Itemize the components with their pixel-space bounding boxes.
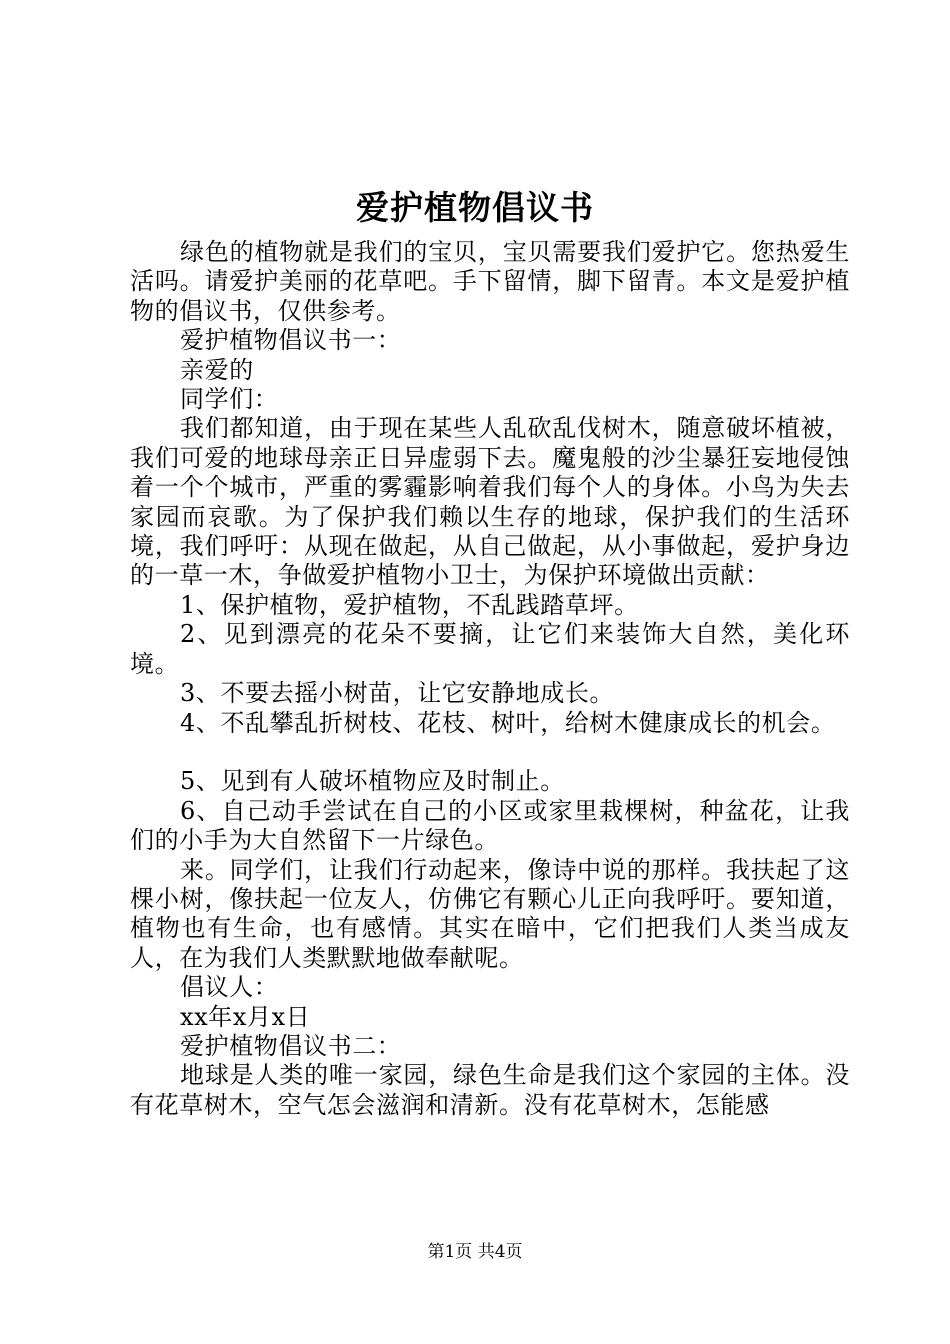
body-paragraph: 来。同学们，让我们行动起来，像诗中说的那样。我扶起了这棵小树，像扶起一位友人，仿佛它有颗心儿正向我呼吁。要知道，植物也有生命，也有感情。其实在暗中，它们把我们人类当成友人，在为我们人类默默地做奉献呢。: [130, 855, 850, 972]
page-number-footer: 第1页 共4页: [427, 1242, 523, 1262]
list-item: 6、自己动手尝试在自己的小区或家里栽棵树，种盆花，让我们的小手为大自然留下一片绿色。: [130, 796, 850, 855]
document-body: [130, 238, 850, 1120]
document-title: 爱护植物倡议书: [356, 188, 594, 227]
list-item: 1、保护植物，爱护植物，不乱践踏草坪。: [180, 590, 639, 619]
list-item: 2、见到漂亮的花朵不要摘，让它们来装饰大自然，美化环境。: [130, 620, 850, 678]
body-paragraph: 地球是人类的唯一家园，绿色生命是我们这个家园的主体。没有花草树木，空气怎会滋润和清新。没有花草树木，怎能感: [130, 1061, 850, 1119]
section-heading-one: 爱护植物倡议书一：: [180, 326, 402, 355]
list-item: 5、见到有人破坏植物应及时制止。: [180, 767, 565, 796]
section-heading-two: 爱护植物倡议书二：: [180, 1031, 402, 1060]
salutation-line: 亲爱的: [180, 355, 254, 384]
list-item: 4、不乱攀乱折树枝、花枝、树叶，给树木健康成长的机会。: [180, 708, 836, 737]
body-paragraph: 我们都知道，由于现在某些人乱砍乱伐树木，随意破坏植被，我们可爱的地球母亲正日异虚弱下去。魔鬼般的沙尘暴狂妄地侵蚀着一个个城市，严重的雾霾影响着我们每个人的身体。小鸟为失去家园而哀歌。为了保护我们赖以生存的地球，保护我们的生活环境，我们呼吁：从现在做起，从自己做起，从小事做起，爱护身边的一草一木，争做爱护植物小卫士，为保护环境做出贡献：: [130, 414, 850, 590]
date-line: xx年x月x日: [180, 1002, 311, 1031]
list-item: 3、不要去摇小树苗，让它安静地成长。: [180, 679, 615, 708]
intro-paragraph: 绿色的植物就是我们的宝贝，宝贝需要我们爱护它。您热爱生活吗。请爱护美丽的花草吧。手下留情，脚下留青。本文是爱护植物的倡议书，仅供参考。: [130, 238, 850, 325]
signature-label: 倡议人：: [180, 973, 279, 1002]
salutation-recipient: 同学们：: [180, 385, 279, 414]
